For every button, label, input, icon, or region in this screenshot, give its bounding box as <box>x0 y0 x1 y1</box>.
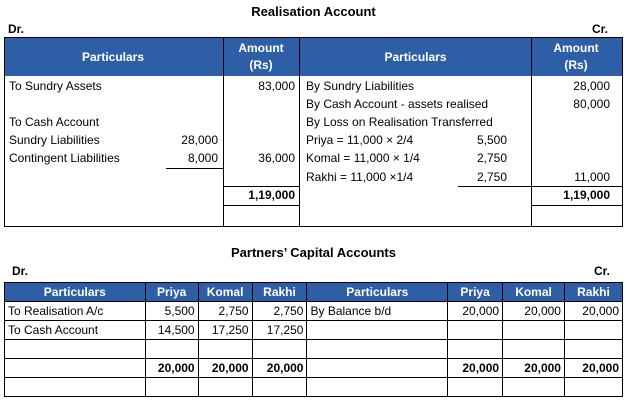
realisation-col-divider <box>299 37 300 227</box>
realisation-cr-total-rule <box>532 186 622 187</box>
realisation-cr-sundry-liabilities: By Sundry Liabilities <box>306 79 415 93</box>
realisation-dr-sundry-liabilities-amount: 28,000 <box>181 133 218 147</box>
capital-cell-rakhi <box>564 321 622 340</box>
capital-cell-rakhi: 17,250 <box>252 321 307 340</box>
capital-row <box>5 321 623 340</box>
capital-cell-priya <box>145 340 198 359</box>
capital-cell-priya: 14,500 <box>145 321 198 340</box>
capital-header-row <box>5 283 623 302</box>
realisation-cr-loss: By Loss on Realisation Transferred <box>306 115 493 129</box>
capital-total-rakhi: 20,000 <box>564 359 622 378</box>
capital-cell-particulars <box>307 321 448 340</box>
capital-cell-komal: 2,750 <box>198 302 252 321</box>
capital-cell-particulars <box>307 340 448 359</box>
capital-header-rakhi-cr: Rakhi <box>564 283 622 302</box>
capital-cell-particulars <box>307 359 448 378</box>
capital-cell-particulars <box>5 378 146 397</box>
capital-cell-komal <box>198 378 252 397</box>
capital-cell-rakhi <box>252 340 307 359</box>
capital-total-priya: 20,000 <box>145 359 198 378</box>
realisation-header-rs-dr: (Rs) <box>224 58 298 72</box>
capital-cell-rakhi <box>252 378 307 397</box>
capital-header-particulars-dr: Particulars <box>5 283 146 302</box>
realisation-cr-cash-assets: By Cash Account - assets realised <box>306 97 489 111</box>
capital-cell-komal <box>198 340 252 359</box>
realisation-dr-cash-total: 36,000 <box>258 151 295 165</box>
capital-header-particulars-cr: Particulars <box>307 283 448 302</box>
realisation-right-border <box>622 37 623 227</box>
capital-header-komal-cr: Komal <box>503 283 565 302</box>
realisation-header-particulars-dr: Particulars <box>4 50 222 64</box>
capital-total-rakhi: 20,000 <box>252 359 307 378</box>
capital-cell-rakhi: 20,000 <box>564 302 622 321</box>
realisation-cr-total: 1,19,000 <box>563 188 610 202</box>
capital-cell-particulars: By Balance b/d <box>307 302 448 321</box>
realisation-dr-label: Dr. <box>8 22 25 36</box>
capital-cell-priya <box>448 321 503 340</box>
capital-cell-komal: 20,000 <box>503 302 565 321</box>
capital-cell-komal <box>503 321 565 340</box>
capital-header-priya-cr: Priya <box>448 283 503 302</box>
capital-cell-particulars <box>307 378 448 397</box>
capital-cell-particulars <box>5 359 146 378</box>
capital-cr-label: Cr. <box>594 264 611 278</box>
realisation-cr-cash-assets-amount: 80,000 <box>573 97 610 111</box>
capital-header-priya-dr: Priya <box>145 283 198 302</box>
realisation-cr-label: Cr. <box>592 22 609 36</box>
capital-row <box>5 378 623 397</box>
capital-total-komal: 20,000 <box>198 359 252 378</box>
realisation-dr-sundry-assets-amount: 83,000 <box>258 79 295 93</box>
realisation-cr-rakhi: Rakhi = 11,000 ×1/4 <box>306 170 414 184</box>
realisation-dr-total-rule <box>224 186 299 187</box>
realisation-cr-priya: Priya = 11,000 × 2/4 <box>306 133 414 147</box>
capital-header-komal-dr: Komal <box>198 283 252 302</box>
capital-cell-komal <box>503 340 565 359</box>
realisation-header-particulars-cr: Particulars <box>301 50 530 64</box>
capital-cell-priya: 20,000 <box>448 302 503 321</box>
capital-total-komal: 20,000 <box>503 359 565 378</box>
capital-cell-komal <box>503 378 565 397</box>
realisation-header-amount-dr: Amount <box>224 41 298 55</box>
capital-dr-label: Dr. <box>12 264 29 278</box>
realisation-dr-sundry-liabilities: Sundry Liabilities <box>9 133 100 147</box>
realisation-cr-loss-total: 11,000 <box>574 170 610 184</box>
realisation-dr-total: 1,19,000 <box>248 188 295 202</box>
realisation-title: Realisation Account <box>251 4 376 19</box>
capital-cell-rakhi: 2,750 <box>252 302 307 321</box>
realisation-cr-rakhi-amount: 2,750 <box>476 170 507 184</box>
capital-cell-priya <box>448 378 503 397</box>
capital-cell-rakhi <box>564 340 622 359</box>
realisation-cr-priya-amount: 5,500 <box>476 133 507 147</box>
capital-row <box>5 340 623 359</box>
realisation-left-border <box>4 37 5 227</box>
capital-table <box>4 282 623 397</box>
capital-cell-priya <box>448 340 503 359</box>
realisation-cr-sundry-liabilities-amount: 28,000 <box>573 79 610 93</box>
realisation-dr-sundry-assets: To Sundry Assets <box>9 79 102 93</box>
realisation-header-rs-cr: (Rs) <box>532 58 620 72</box>
capital-cell-particulars <box>5 340 146 359</box>
realisation-dr-contingent-liabilities: Contingent Liabilities <box>9 151 120 165</box>
capital-cell-particulars: To Cash Account <box>5 321 146 340</box>
capital-header-rakhi-dr: Rakhi <box>252 283 307 302</box>
capital-row <box>5 302 623 321</box>
capital-total-priya: 20,000 <box>448 359 503 378</box>
realisation-bottom-border <box>4 226 623 227</box>
realisation-cr-total-rule <box>532 205 622 206</box>
capital-total-row <box>5 359 623 378</box>
realisation-cr-komal-amount: 2,750 <box>476 151 507 165</box>
realisation-dr-cash-account: To Cash Account <box>9 115 100 129</box>
realisation-cr-komal: Komal = 11,000 × 1/4 <box>306 151 420 165</box>
realisation-header-amount-cr: Amount <box>532 41 620 55</box>
capital-cell-particulars: To Realisation A/c <box>5 302 146 321</box>
capital-cell-komal: 17,250 <box>198 321 252 340</box>
capital-title: Partners’ Capital Accounts <box>231 245 396 260</box>
realisation-cr-subtotal-rule <box>458 186 531 187</box>
realisation-dr-subtotal-rule <box>166 168 223 169</box>
capital-cell-priya: 5,500 <box>145 302 198 321</box>
capital-cell-priya <box>145 378 198 397</box>
realisation-dr-total-rule <box>224 205 299 206</box>
realisation-dr-contingent-liabilities-amount: 8,000 <box>187 151 218 165</box>
capital-cell-rakhi <box>564 378 622 397</box>
